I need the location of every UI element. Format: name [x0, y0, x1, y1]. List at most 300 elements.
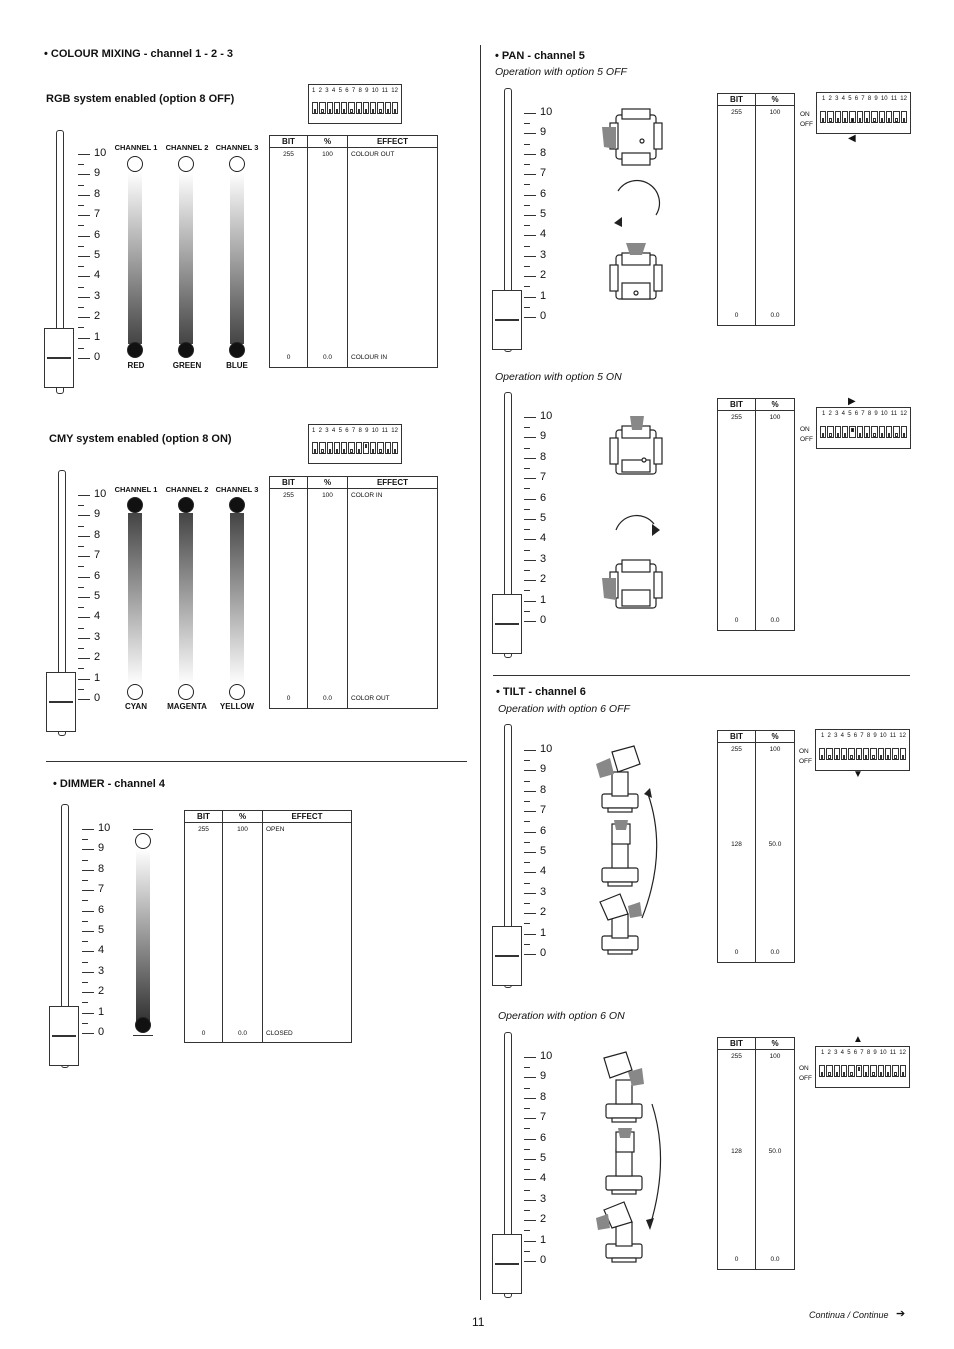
scale-major-tick [78, 154, 90, 155]
scale-label: 10 [94, 488, 107, 500]
scale-label: 2 [540, 269, 547, 282]
dip-switch-6 [857, 111, 863, 123]
dip-switch-8 [363, 102, 369, 114]
scale-major-tick [524, 1220, 536, 1221]
bottom-bit: 0 [286, 354, 291, 361]
scale-major-tick [524, 113, 536, 114]
pan-off-caption: Operation with option 5 OFF [495, 66, 627, 78]
cmy-ch2-bottom-dot [178, 684, 194, 700]
magenta-label: MAGENTA [167, 702, 207, 711]
scale-label: 10 [540, 1050, 553, 1062]
rgb-ch3-top-dot [229, 156, 245, 172]
rgb-ch3-bottom-dot [229, 342, 245, 358]
scale-major-tick [524, 133, 536, 134]
dip-switch-3 [327, 102, 333, 114]
scale-label: 5 [540, 208, 547, 220]
scale-major-tick [78, 597, 90, 598]
scale-label: 2 [540, 1213, 547, 1226]
scale-minor-tick [82, 860, 88, 861]
dip-switch-9 [370, 102, 376, 114]
scale-major-tick [524, 811, 536, 812]
dip-switch-8 [871, 111, 877, 123]
dip-number: 7 [860, 733, 864, 739]
scale-major-tick [524, 1179, 536, 1180]
colour-mixing-title: • COLOUR MIXING - channel 1 - 2 - 3 [44, 48, 234, 60]
scale-minor-tick [524, 781, 530, 782]
scale-label: 4 [540, 1172, 547, 1185]
scale-label: 9 [540, 763, 547, 776]
dip-switch-9 [879, 111, 885, 123]
dip-off-label: OFF [800, 436, 813, 443]
scale-label: 8 [94, 187, 101, 200]
scale-major-tick [78, 297, 90, 298]
dip-number: 7 [861, 96, 865, 102]
dip-number: 9 [873, 1050, 877, 1056]
dip-number: 7 [351, 428, 356, 434]
scale-label: 0 [540, 614, 547, 626]
header-bit: BIT [718, 94, 756, 106]
pan-title: • PAN - channel 5 [495, 50, 585, 62]
scale-label: 1 [540, 289, 547, 302]
scale-major-tick [524, 437, 536, 438]
scale-label: 2 [540, 906, 547, 919]
scale-major-tick [78, 276, 90, 277]
dimmer-gradient-bar [136, 849, 150, 1021]
scale-minor-tick [78, 505, 84, 506]
dip-switch-9 [879, 426, 885, 438]
scale-label: 7 [98, 883, 105, 896]
rgb-channel-2-label: CHANNEL 2 [165, 143, 209, 152]
scale-minor-tick [78, 526, 84, 527]
scale-label: 9 [94, 508, 101, 521]
scale-label: 6 [540, 187, 547, 200]
dip-number: 6 [854, 411, 859, 417]
mid-percent: 50.0 [768, 841, 782, 848]
scale-label: 10 [540, 410, 553, 422]
scale-label: 6 [540, 1131, 547, 1144]
scale-major-tick [82, 951, 94, 952]
scale-minor-tick [524, 550, 530, 551]
scale-label: 6 [540, 824, 547, 837]
dip-number: 10 [879, 1050, 887, 1056]
dip-number: 7 [351, 88, 356, 94]
scale-major-tick [78, 317, 90, 318]
scale-major-tick [82, 829, 94, 830]
dip-number: 4 [840, 1050, 844, 1056]
scale-major-tick [78, 679, 90, 680]
dip-number: 1 [312, 88, 316, 94]
scale-major-tick [524, 560, 536, 561]
scale-label: 5 [540, 1152, 547, 1164]
scale-major-tick [524, 297, 536, 298]
dip-on-label: ON [799, 748, 809, 755]
scale-major-tick [524, 235, 536, 236]
scale-label: 2 [94, 651, 101, 664]
header-bit: BIT [718, 731, 756, 743]
scale-minor-tick [524, 1230, 530, 1231]
top-percent: 100 [769, 746, 781, 753]
dip-number: 9 [365, 428, 369, 434]
scale-label: 2 [94, 310, 101, 323]
scale-label: 3 [540, 1192, 547, 1205]
top-effect: COLOUR OUT [351, 151, 395, 158]
column-divider [480, 45, 481, 1300]
section-divider-left [46, 761, 467, 762]
dip-number: 2 [318, 428, 322, 434]
scale-label: 6 [94, 569, 101, 582]
tilt-off-fixture-illustration [590, 742, 670, 962]
dip-number: 11 [889, 1050, 897, 1056]
dip-number: 2 [318, 88, 322, 94]
scale-label: 6 [98, 903, 105, 916]
bottom-percent: 0.0 [322, 354, 333, 361]
dip-number: 9 [874, 411, 878, 417]
tilt-on-caption: Operation with option 6 ON [498, 1010, 625, 1022]
scale-label: 0 [98, 1026, 105, 1038]
scale-major-tick [524, 1200, 536, 1201]
top-percent: 100 [769, 109, 781, 116]
dip-number: 4 [841, 96, 845, 102]
dip-switch-9 [878, 1065, 884, 1077]
dip-number: 6 [854, 96, 859, 102]
dip-on-label: ON [800, 111, 810, 118]
scale-minor-tick [524, 246, 530, 247]
scale-major-tick [524, 913, 536, 914]
scale-label: 3 [540, 248, 547, 261]
dip-switch-3 [834, 1065, 840, 1077]
mid-percent: 50.0 [768, 1148, 782, 1155]
cmy-effect-table [269, 476, 438, 709]
dip-number: 2 [827, 733, 831, 739]
dip-switch-7 [863, 1065, 869, 1077]
dip-switch-11 [385, 442, 391, 454]
dip-number: 12 [391, 428, 398, 434]
scale-major-tick [524, 1057, 536, 1058]
dip-number: 10 [880, 96, 888, 102]
bottom-percent: 0.0 [770, 1256, 780, 1263]
pan-off-fixture-illustration [600, 105, 670, 305]
dip-switch-11 [892, 1065, 898, 1077]
magenta-gradient-bar [179, 513, 193, 685]
dip-number: 4 [331, 428, 336, 434]
yellow-label: YELLOW [219, 702, 255, 711]
dip-number: 1 [821, 733, 825, 739]
scale-major-tick [78, 638, 90, 639]
dip-number: 2 [828, 411, 832, 417]
scale-label: 7 [540, 804, 547, 817]
scale-minor-tick [524, 164, 530, 165]
dip-switch-12 [392, 102, 398, 114]
dip-switch-8 [870, 748, 876, 760]
rgb-effect-table [269, 135, 438, 368]
scale-label: 5 [540, 845, 547, 857]
rgb-dip-switch [308, 84, 402, 124]
dip-switch-6 [348, 442, 354, 454]
scale-major-tick [524, 750, 536, 751]
cyan-gradient-bar [128, 513, 142, 685]
scale-label: 1 [94, 330, 101, 343]
scale-minor-tick [524, 903, 530, 904]
mid-bit: 128 [731, 841, 742, 848]
scale-minor-tick [524, 1067, 530, 1068]
tilt-off-table [717, 730, 795, 963]
page-number: 11 [472, 1315, 485, 1329]
scale-minor-tick [78, 287, 84, 288]
scale-minor-tick [524, 1190, 530, 1191]
dip-switch-12 [392, 442, 398, 454]
scale-major-tick [78, 515, 90, 516]
dip-switch-6 [857, 426, 863, 438]
dip-switch-4 [334, 442, 340, 454]
scale-major-tick [78, 699, 90, 700]
scale-minor-tick [78, 566, 84, 567]
scale-major-tick [82, 911, 94, 912]
scale-minor-tick [82, 962, 88, 963]
dip-switch-9 [370, 442, 376, 454]
scale-major-tick [524, 1159, 536, 1160]
dip-number: 4 [840, 733, 844, 739]
scale-minor-tick [524, 1169, 530, 1170]
scale-minor-tick [524, 1088, 530, 1089]
cmy-channel-3-label: CHANNEL 3 [215, 485, 259, 494]
pan-off-left-arrow-icon: ◀ [848, 133, 856, 144]
scale-label: 4 [540, 532, 547, 545]
scale-label: 7 [540, 167, 547, 180]
header-percent: % [308, 136, 348, 148]
scale-label: 6 [540, 491, 547, 504]
dimmer-bar-top-line [133, 829, 153, 830]
scale-major-tick [82, 1033, 94, 1034]
scale-label: 0 [540, 1254, 547, 1266]
dip-number: 10 [371, 88, 379, 94]
dip-switch-5 [341, 102, 347, 114]
scale-minor-tick [82, 921, 88, 922]
scale-minor-tick [82, 880, 88, 881]
dip-switch-10 [885, 1065, 891, 1077]
scale-label: 5 [98, 924, 105, 936]
scale-minor-tick [524, 1149, 530, 1150]
scale-label: 0 [540, 947, 547, 959]
dip-switch-12 [901, 111, 907, 123]
dip-number: 12 [899, 733, 906, 739]
dimmer-bottom-dot [135, 1017, 151, 1033]
dip-switch-3 [835, 111, 841, 123]
continue-text: Continua / Continue [809, 1310, 889, 1320]
dip-number: 3 [325, 88, 329, 94]
green-label: GREEN [172, 361, 202, 370]
tilt-off-dip-switch [799, 729, 910, 771]
dip-on-label: ON [799, 1065, 809, 1072]
scale-major-tick [82, 992, 94, 993]
dip-number: 1 [312, 428, 316, 434]
continue-arrow-icon: ➔ [896, 1308, 906, 1320]
dip-number: 1 [821, 1050, 825, 1056]
scale-label: 10 [540, 106, 553, 118]
dip-switch-5 [341, 442, 347, 454]
rgb-channel-1-label: CHANNEL 1 [114, 143, 158, 152]
scale-label: 4 [540, 865, 547, 878]
scale-minor-tick [82, 941, 88, 942]
header-bit: BIT [270, 477, 308, 489]
scale-label: 4 [94, 269, 101, 282]
scale-label: 1 [540, 1233, 547, 1246]
scale-major-tick [524, 1139, 536, 1140]
bottom-percent: 0.0 [770, 312, 780, 319]
scale-major-tick [524, 791, 536, 792]
scale-major-tick [524, 174, 536, 175]
dip-switch-4 [334, 102, 340, 114]
dimmer-title: • DIMMER - channel 4 [53, 778, 166, 790]
dip-switch-7 [864, 426, 870, 438]
scale-label: 0 [94, 351, 101, 363]
top-percent: 100 [322, 492, 333, 499]
pan-off-dip-switch [800, 92, 911, 134]
scale-label: 7 [540, 471, 547, 484]
scale-label: 2 [540, 573, 547, 586]
scale-minor-tick [524, 123, 530, 124]
scale-major-tick [82, 890, 94, 891]
dip-off-label: OFF [800, 121, 813, 128]
cmy-subtitle: CMY system enabled (option 8 ON) [49, 433, 232, 445]
dip-number: 5 [847, 733, 851, 739]
dip-number: 3 [834, 1050, 838, 1056]
scale-label: 7 [94, 549, 101, 562]
scale-major-tick [524, 154, 536, 155]
green-gradient-bar [179, 172, 193, 344]
scale-major-tick [78, 215, 90, 216]
red-label: RED [127, 361, 145, 370]
dip-switch-1 [820, 111, 826, 123]
bottom-bit: 0 [734, 949, 739, 956]
scale-major-tick [78, 556, 90, 557]
scale-major-tick [524, 195, 536, 196]
cmy-channel-1-label: CHANNEL 1 [114, 485, 158, 494]
dip-number: 10 [880, 411, 888, 417]
tilt-off-down-arrow-icon: ▼ [853, 769, 863, 780]
scale-minor-tick [78, 307, 84, 308]
bottom-effect: CLOSED [266, 1030, 293, 1037]
cyan-label: CYAN [125, 702, 147, 711]
dip-number: 2 [827, 1050, 831, 1056]
scale-major-tick [524, 621, 536, 622]
header-effect: EFFECT [348, 477, 438, 489]
scale-label: 1 [98, 1005, 105, 1018]
top-percent: 100 [237, 826, 248, 833]
scale-minor-tick [78, 668, 84, 669]
dip-number: 10 [879, 733, 887, 739]
scale-major-tick [524, 934, 536, 935]
scale-major-tick [524, 417, 536, 418]
scale-minor-tick [78, 628, 84, 629]
cmy-ch1-top-dot [127, 497, 143, 513]
red-gradient-bar [128, 172, 142, 344]
dip-number: 1 [822, 96, 826, 102]
dip-switch-4 [842, 426, 848, 438]
dip-off-label: OFF [799, 1075, 812, 1082]
scale-minor-tick [524, 1128, 530, 1129]
bottom-percent: 0.0 [770, 949, 780, 956]
dip-switch-4 [841, 1065, 847, 1077]
dip-number: 5 [847, 1050, 851, 1056]
dip-switch-12 [900, 748, 906, 760]
scale-major-tick [78, 617, 90, 618]
scale-label: 3 [94, 289, 101, 302]
top-bit: 255 [731, 414, 742, 421]
dip-switch-10 [885, 748, 891, 760]
dip-switch-10 [886, 426, 892, 438]
scale-minor-tick [524, 1210, 530, 1211]
scale-minor-tick [524, 611, 530, 612]
scale-major-tick [78, 174, 90, 175]
tilt-on-up-arrow-icon: ▲ [853, 1034, 863, 1045]
scale-minor-tick [78, 164, 84, 165]
scale-label: 5 [540, 512, 547, 524]
scale-major-tick [82, 972, 94, 973]
dip-number: 8 [866, 1050, 871, 1056]
rgb-ch1-bottom-dot [127, 342, 143, 358]
dip-number: 5 [848, 96, 852, 102]
scale-minor-tick [524, 144, 530, 145]
scale-minor-tick [524, 205, 530, 206]
dimmer-effect-table [184, 810, 352, 1043]
scale-minor-tick [524, 307, 530, 308]
dip-number: 3 [835, 96, 839, 102]
cmy-channel-2-label: CHANNEL 2 [165, 485, 209, 494]
rgb-ch2-bottom-dot [178, 342, 194, 358]
tilt-title: • TILT - channel 6 [496, 686, 586, 698]
scale-label: 1 [540, 926, 547, 939]
header-percent: % [308, 477, 348, 489]
dip-number: 1 [822, 411, 826, 417]
scale-major-tick [82, 1013, 94, 1014]
scale-label: 3 [540, 552, 547, 565]
dimmer-top-dot [135, 833, 151, 849]
scale-label: 9 [540, 126, 547, 139]
dip-switch-4 [841, 748, 847, 760]
scale-label: 4 [98, 944, 105, 957]
dip-switch-7 [356, 442, 362, 454]
dip-switch-2 [319, 102, 325, 114]
dip-switch-5 [848, 1065, 854, 1077]
scale-minor-tick [78, 607, 84, 608]
scale-major-tick [524, 276, 536, 277]
scale-minor-tick [524, 862, 530, 863]
scale-label: 5 [94, 590, 101, 602]
dip-number: 8 [867, 96, 872, 102]
cmy-ch3-top-dot [229, 497, 245, 513]
dip-number: 2 [828, 96, 832, 102]
scale-major-tick [82, 849, 94, 850]
scale-minor-tick [82, 1023, 88, 1024]
scale-label: 4 [540, 228, 547, 241]
dip-number: 3 [835, 411, 839, 417]
scale-minor-tick [524, 883, 530, 884]
dip-switch-4 [842, 111, 848, 123]
scale-major-tick [78, 256, 90, 257]
top-bit: 255 [283, 492, 294, 499]
top-percent: 100 [322, 151, 333, 158]
bottom-percent: 0.0 [322, 695, 333, 702]
scale-label: 8 [98, 862, 105, 875]
dip-number: 10 [371, 428, 379, 434]
pan-on-fixture-illustration [600, 412, 670, 612]
scale-label: 7 [540, 1111, 547, 1124]
dip-number: 11 [381, 428, 388, 434]
pan-off-table [717, 93, 795, 326]
dip-number: 9 [874, 96, 878, 102]
scale-minor-tick [524, 570, 530, 571]
dip-number: 8 [866, 733, 871, 739]
